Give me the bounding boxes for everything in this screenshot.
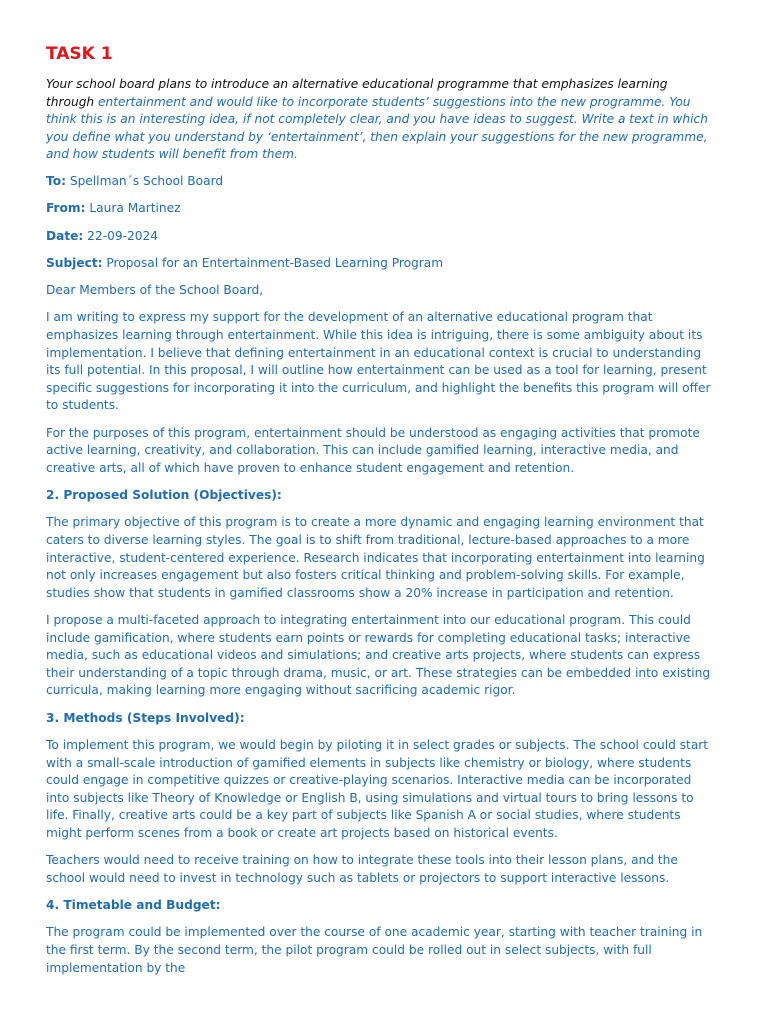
memo-to-value: Spellman´s School Board [65,173,224,188]
task-prompt-first-part: Your school board plans to introduce an alternative educational programme that emphasizes learning through [46,77,668,109]
section-heading-timetable-budget: 4. Timetable and Budget: [46,898,221,913]
memo-from-value: Laura Martinez [85,201,181,216]
methods-paragraph-1: To implement this program, we would begin by piloting it in select grades or subjects. The school could start with a small-scale introduction of gamified elements in subjects like chemistry or biology, where students could engage in competitive quizzes or creative-playing scenarios. Interactive media can be incorporated into subjects like Theory of Knowledge or English B, using simulations and virtual tours to bring lessons to life. Finally, creative arts could be a key part of subjects like Spanish A or social studies, where students might perform scenes from a book or create art projects based on historical events. [46,737,709,840]
memo-to-label: To: [46,173,66,188]
proposed-solution-paragraph-2: I propose a multi-faceted approach to integrating entertainment into our educational program. This could include gamification, where students earn points or rewards for completing educational tasks; interactive media, such as educational videos and simulations; and creative arts projects, where students can express their understanding of a topic through drama, music, or art. These strategies can be embedded into existing curricula, making learning more engaging without sacrificing academic rigor. [46,613,711,698]
task-prompt-rest: entertainment and would like to incorporate students’ suggestions into the new programme. You think this is an interesting idea, if not completely clear, and you have ideas to suggest. Write a text in which you define what you understand by ‘entertainment’, then explain your suggestions for the new programme, and how students will benefit from them. [46,94,708,162]
timetable-budget-paragraph-1: The program could be implemented over the course of one academic year, starting with teacher training in the first term. By the second term, the pilot program could be rolled out in select subjects, with full implementation by the [46,925,703,975]
proposed-solution-paragraph-1: The primary objective of this program is to create a more dynamic and engaging learning environment that caters to diverse learning styles. The goal is to shift from traditional, lecture-based approaches to a more interactive, student-centered experience. Research indicates that incorporating entertainment into learning not only increases engagement but also fosters critical thinking and problem-solving skills. For example, studies show that students in gamified classrooms show a 20% increase in participation and retention. [46,515,705,600]
methods-paragraph-2: Teachers would need to receive training on how to integrate these tools into their lesson plans, and the school would need to invest in technology such as tablets or projectors to support interactive lessons. [46,853,678,885]
memo-subject-value: Proposal for an Entertainment-Based Learning Program [102,255,444,270]
document-page [46,42,718,987]
section-heading-proposed-solution: 2. Proposed Solution (Objectives): [46,488,282,503]
intro-paragraph: I am writing to express my support for the development of an alternative educational program that emphasizes learning through entertainment. While this idea is intriguing, there is some ambiguity about its implementation. I believe that defining entertainment in an educational context is crucial to understanding its full potential. In this proposal, I will outline how entertainment can be used as a tool for learning, present specific suggestions for incorporating it into the curriculum, and highlight the benefits this program will offer to students. [46,310,711,413]
memo-date-value: 22-09-2024 [83,228,159,243]
memo-from [46,200,718,218]
definition-paragraph: For the purposes of this program, entertainment should be understood as engaging activities that promote active learning, creativity, and collaboration. This can include gamified learning, interactive media, and creative arts, all of which have proven to enhance student engagement and retention. [46,425,700,475]
salutation: Dear Members of the School Board, [46,283,264,298]
memo-to [46,173,718,191]
task-title: TASK 1 [46,44,113,64]
memo-from-label: From: [46,201,86,216]
task-prompt [46,76,718,164]
memo-subject [46,255,718,273]
memo-subject-label: Subject: [46,255,103,270]
memo-date [46,228,718,246]
section-heading-methods: 3. Methods (Steps Involved): [46,710,245,725]
memo-date-label: Date: [46,228,84,243]
